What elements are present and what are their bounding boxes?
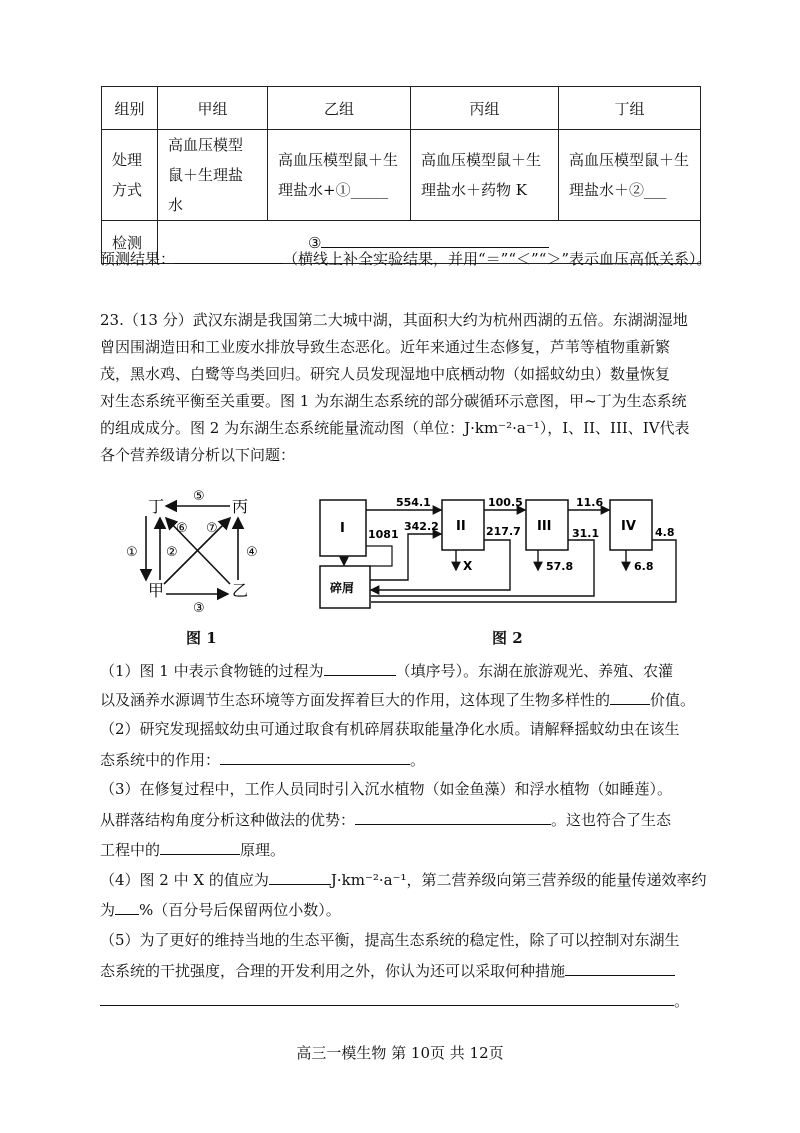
table-row — [102, 130, 701, 221]
q5-text: 态系统的干扰强度，合理的开发利用之外，你认为还可以采取何种措施 — [100, 962, 566, 980]
figure-2-caption: 图 2 — [492, 629, 523, 647]
flow-value: 31.1 — [572, 527, 600, 540]
box-IV-label: IV — [621, 519, 636, 534]
answer-blank[interactable] — [355, 809, 551, 825]
figure-1-carbon-cycle — [120, 480, 280, 620]
question-1-line — [100, 660, 673, 681]
answer-blank[interactable] — [321, 232, 549, 248]
answer-blank[interactable] — [160, 839, 240, 855]
answer-blank[interactable] — [175, 248, 283, 264]
prediction-label: 预测结果： — [100, 250, 176, 268]
question-2-line — [100, 749, 425, 770]
q3-text: 工程中的 — [100, 841, 161, 859]
flow-value: 4.8 — [655, 526, 675, 539]
answer-blank[interactable] — [220, 749, 410, 765]
arrow-label: ⑤ — [193, 489, 205, 504]
answer-blank[interactable] — [610, 689, 650, 705]
prediction-suffix: （横线上补全实验结果，并用“＝”“＜”“＞”表示血压高低关系）。 — [283, 250, 712, 268]
node-bing: 丙 — [232, 497, 249, 516]
q4-text: J·km⁻²·a⁻¹，第二营养级向第三营养级的能量传递效率约 — [330, 871, 707, 889]
question-1-line — [100, 689, 695, 710]
arrow-label: ② — [166, 545, 178, 560]
table-cell: 高血压模型鼠＋生理盐水＋药物 K — [411, 130, 559, 221]
q23-line: 曾因围湖造田和工业废水排放导致生态恶化。近年来通过生态修复，芦苇等植物重新繁 — [100, 338, 671, 356]
table-cell: 高血压模型鼠＋生理盐水 — [158, 130, 268, 221]
answer-blank[interactable] — [324, 660, 396, 676]
arrow-label: ⑦ — [206, 521, 218, 536]
arrow-label: ① — [126, 545, 138, 560]
q1-text: （填序号）。东湖在旅游观光、养殖、农灌 — [395, 662, 674, 680]
page-footer: 高三一模生物 第 10页 共 12页 — [296, 1044, 504, 1062]
q2-text: 。 — [410, 751, 426, 769]
prediction-line — [100, 248, 712, 269]
question-4-line — [100, 899, 341, 920]
q1-text: 价值。 — [650, 691, 696, 709]
flow-value: 100.5 — [488, 496, 523, 509]
figure-1-caption: 图 1 — [186, 629, 217, 647]
table-header-cell: 丁组 — [559, 87, 701, 130]
question-3-line — [100, 839, 285, 860]
node-yi: 乙 — [232, 581, 249, 600]
box-III-label: III — [537, 519, 552, 534]
q23-line: 各个营养级请分析以下问题： — [100, 446, 296, 464]
q3-text: 原理。 — [240, 841, 286, 859]
q23-line: 对生态系统平衡至关重要。图 1 为东湖生态系统的部分碳循环示意图，甲~丁为生态系统 — [100, 392, 687, 410]
q1-text: 以及涵养水源调节生态环境等方面发挥着巨大的作用，这体现了生物多样性的 — [100, 691, 611, 709]
table-cell: 高血压模型鼠＋生理盐水+①_____ — [268, 130, 411, 221]
question-3-line: （3）在修复过程中，工作人员同时引入沉水植物（如金鱼藻）和浮水植物（如睡莲）。 — [100, 780, 673, 798]
question-2-line: （2）研究发现摇蚊幼虫可通过取食有机碎屑获取能量净化水质。请解释摇蚊幼虫在该生 — [100, 720, 680, 738]
q3-text: 。这也符合了生态 — [551, 811, 672, 829]
q3-text: 从群落结构角度分析这种做法的优势： — [100, 811, 356, 829]
arrow-label: ⑥ — [176, 521, 188, 536]
q4-text: （4）图 2 中 X 的值应为 — [100, 871, 269, 889]
table-header-row — [102, 87, 701, 130]
q4-text: 为 — [100, 901, 116, 919]
q23-line: 23.（13 分）武汉东湖是我国第二大城中湖，其面积大约为杭州西湖的五倍。东湖湖湿地 — [100, 311, 688, 329]
flow-value: 57.8 — [546, 560, 574, 573]
q5-text: 。 — [674, 992, 690, 1010]
node-ding: 丁 — [148, 497, 165, 516]
flow-value: X — [463, 559, 473, 573]
figure-2-energy-flow — [310, 490, 690, 615]
node-jia: 甲 — [148, 581, 165, 600]
question-5-line — [100, 960, 675, 981]
flow-value: 217.7 — [486, 525, 521, 538]
answer-blank[interactable] — [115, 899, 139, 915]
q1-text: （1）图 1 中表示食物链的过程为 — [100, 662, 324, 680]
table-header-cell: 丙组 — [411, 87, 559, 130]
table-cell: 高血压模型鼠＋生理盐水＋②___ — [559, 130, 701, 221]
detect-marker: ③ — [308, 234, 322, 252]
flow-value: 554.1 — [396, 496, 431, 509]
answer-blank[interactable] — [269, 869, 331, 885]
flow-value: 1081 — [368, 528, 399, 541]
flow-value: 342.2 — [404, 520, 439, 533]
flow-line — [366, 546, 392, 566]
flow-value: 6.8 — [634, 560, 654, 573]
answer-blank[interactable] — [565, 960, 675, 976]
box-I-label: I — [340, 521, 345, 536]
q23-line: 茂，黑水鸡、白鹭等鸟类回归。研究人员发现湿地中底栖动物（如摇蚊幼虫）数量恢复 — [100, 365, 671, 383]
arrow-label: ③ — [193, 601, 205, 616]
table-cell-label: 检测 — [102, 221, 158, 264]
table-cell-label: 处理方式 — [102, 130, 158, 221]
q23-line: 的组成成分。图 2 为东湖生态系统能量流动图（单位：J·km⁻²·a⁻¹），I、II、III、IV代表 — [100, 419, 690, 437]
q2-text: 态系统中的作用： — [100, 751, 221, 769]
question-4-line — [100, 869, 707, 890]
experiment-table — [101, 86, 701, 264]
question-3-line — [100, 809, 671, 830]
question-5-line — [100, 990, 689, 1011]
table-header-cell: 乙组 — [268, 87, 411, 130]
arrow-label: ④ — [246, 545, 258, 560]
box-detritus-label: 碎屑 — [330, 581, 355, 595]
answer-blank[interactable] — [100, 990, 674, 1006]
table-header-cell: 组别 — [102, 87, 158, 130]
q4-text: %（百分号后保留两位小数）。 — [139, 901, 341, 919]
table-header-cell: 甲组 — [158, 87, 268, 130]
box-II-label: II — [456, 519, 466, 534]
question-5-line: （5）为了更好的维持当地的生态平衡，提高生态系统的稳定性，除了可以控制对东湖生 — [100, 931, 680, 949]
flow-value: 11.6 — [576, 496, 604, 509]
